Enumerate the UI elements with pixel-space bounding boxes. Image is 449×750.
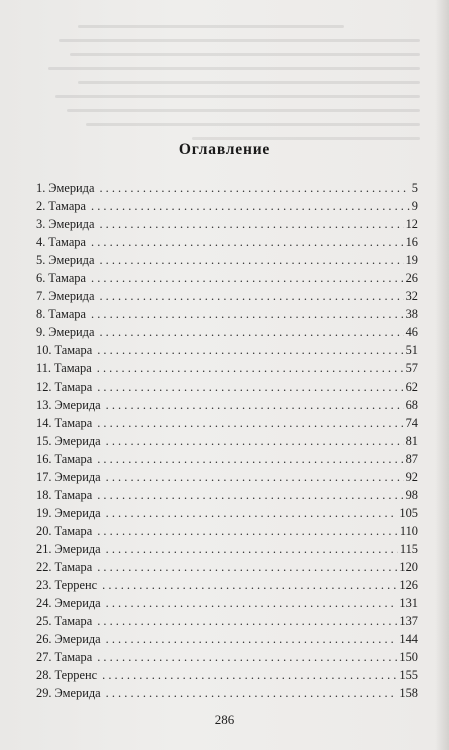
toc-entry-page: 46 — [405, 325, 418, 340]
toc-entry-number: 4. — [36, 235, 46, 250]
toc-entry-title: Тамара — [48, 271, 87, 286]
toc-entry — [36, 197, 418, 215]
toc-dot-leader — [106, 396, 404, 414]
toc-entry — [36, 233, 418, 251]
page-edge-shadow — [435, 0, 449, 750]
toc-entry-number: 16. — [36, 451, 52, 466]
toc-dot-leader — [97, 450, 403, 468]
toc-entry-number: 25. — [36, 614, 52, 629]
toc-entry — [36, 215, 418, 233]
toc-dot-leader — [106, 540, 398, 558]
toc-entry — [36, 359, 418, 377]
toc-entry-page: 131 — [399, 596, 418, 611]
toc-entry-title: Тамара — [48, 307, 87, 322]
toc-entry-title: Тамара — [54, 523, 93, 538]
toc-entry-number: 15. — [36, 433, 52, 448]
toc-entry-page: 32 — [405, 289, 418, 304]
toc-entry-number: 23. — [36, 578, 52, 593]
toc-entry — [36, 396, 418, 414]
toc-dot-leader — [99, 179, 409, 197]
toc-dot-leader — [106, 432, 404, 450]
toc-entry-title: Тамара — [54, 415, 93, 430]
toc-entry-title: Тамара — [54, 614, 93, 629]
toc-entry-title: Тамара — [54, 650, 93, 665]
toc-entry-title: Эмерида — [48, 217, 95, 232]
toc-entry — [36, 504, 418, 522]
toc-entry-number: 7. — [36, 289, 46, 304]
toc-entry-title: Тамара — [54, 343, 93, 358]
toc-entry-title: Эмерида — [54, 632, 101, 647]
toc-entry-title: Тамара — [48, 199, 87, 214]
toc-entry-page: 9 — [411, 199, 418, 214]
toc-entry-title: Эмерида — [48, 289, 95, 304]
toc-entry-number: 20. — [36, 523, 52, 538]
toc-entry-page: 137 — [399, 614, 418, 629]
toc-dot-leader — [97, 558, 397, 576]
toc-entry-title: Эмерида — [48, 181, 95, 195]
toc-entry-page: 62 — [405, 379, 418, 394]
toc-dot-leader — [102, 666, 397, 684]
toc-entry-title: Тамара — [54, 451, 93, 466]
toc-entry-number: 21. — [36, 541, 52, 556]
toc-dot-leader — [97, 612, 397, 630]
toc-entry-number: 1. — [36, 181, 46, 195]
toc-entry-number: 27. — [36, 650, 52, 665]
toc-entry-page: 158 — [399, 686, 418, 701]
toc-entry-title: Тамара — [54, 379, 93, 394]
toc-list — [36, 179, 418, 702]
toc-entry — [36, 305, 418, 323]
toc-entry — [36, 612, 418, 630]
toc-entry — [36, 378, 418, 396]
toc-entry-number: 9. — [36, 325, 46, 340]
toc-entry-title: Эмерида — [54, 505, 101, 520]
toc-entry-number: 6. — [36, 271, 46, 286]
toc-entry-title: Терренс — [54, 578, 98, 593]
toc-entry — [36, 251, 418, 269]
toc-entry-page: 26 — [405, 271, 418, 286]
toc-entry-number: 22. — [36, 559, 52, 574]
toc-entry — [36, 450, 418, 468]
toc-entry-number: 11. — [36, 361, 52, 376]
toc-entry — [36, 522, 418, 540]
toc-dot-leader — [97, 414, 403, 432]
toc-entry-page: 5 — [411, 181, 418, 195]
toc-entry-page: 115 — [399, 541, 418, 556]
toc-entry-title: Тамара — [54, 361, 92, 376]
toc-entry-page: 105 — [399, 505, 418, 520]
toc-entry — [36, 269, 418, 287]
toc-dot-leader — [102, 576, 397, 594]
toc-entry-number: 17. — [36, 469, 52, 484]
toc-entry-page: 38 — [405, 307, 418, 322]
toc-dot-leader — [99, 251, 403, 269]
toc-dot-leader — [97, 378, 403, 396]
toc-entry — [36, 630, 418, 648]
toc-entry-page: 51 — [405, 343, 418, 358]
toc-entry-number: 12. — [36, 379, 52, 394]
toc-entry — [36, 341, 418, 359]
toc-entry-number: 18. — [36, 487, 52, 502]
toc-entry-number: 2. — [36, 199, 46, 214]
toc-dot-leader — [106, 630, 398, 648]
toc-dot-leader — [99, 215, 403, 233]
toc-entry-title: Эмерида — [48, 253, 95, 268]
toc-dot-leader — [99, 323, 403, 341]
toc-entry — [36, 648, 418, 666]
toc-heading: Оглавление — [178, 141, 271, 158]
toc-dot-leader — [91, 233, 404, 251]
toc-entry-number: 5. — [36, 253, 46, 268]
toc-dot-leader — [97, 522, 398, 540]
toc-dot-leader — [91, 305, 404, 323]
toc-entry-page: 16 — [405, 235, 418, 250]
toc-entry-page: 92 — [405, 469, 418, 484]
toc-entry-number: 29. — [36, 686, 52, 701]
toc-entry-title: Эмерида — [48, 325, 95, 340]
toc-entry-page: 144 — [399, 632, 418, 647]
toc-entry — [36, 558, 418, 576]
page-number: 286 — [214, 712, 235, 727]
toc-dot-leader — [106, 504, 398, 522]
toc-entry — [36, 287, 418, 305]
toc-dot-leader — [106, 684, 398, 702]
toc-entry-page: 155 — [399, 668, 418, 683]
toc-entry-page: 98 — [405, 487, 418, 502]
toc-entry-page: 68 — [405, 397, 418, 412]
toc-entry-page: 120 — [399, 559, 418, 574]
toc-entry-title: Эмерида — [54, 596, 101, 611]
toc-dot-leader — [91, 269, 404, 287]
toc-entry-page: 19 — [405, 253, 418, 268]
toc-entry-number: 14. — [36, 415, 52, 430]
toc-entry-title: Эмерида — [54, 469, 101, 484]
toc-entry-page: 57 — [405, 361, 418, 376]
toc-entry — [36, 414, 418, 432]
toc-entry-number: 19. — [36, 505, 52, 520]
toc-entry — [36, 323, 418, 341]
toc-entry-page: 74 — [405, 415, 418, 430]
toc-entry-page: 150 — [399, 650, 418, 665]
toc-entry-title: Эмерида — [54, 397, 101, 412]
toc-entry-title: Эмерида — [54, 433, 101, 448]
toc-entry-number: 26. — [36, 632, 52, 647]
toc-entry-title: Терренс — [54, 668, 98, 683]
toc-entry-page: 110 — [399, 523, 418, 538]
toc-dot-leader — [106, 594, 398, 612]
toc-entry-number: 3. — [36, 217, 46, 232]
toc-entry-title: Эмерида — [54, 686, 101, 701]
toc-entry-page: 81 — [405, 433, 418, 448]
toc-entry-number: 24. — [36, 596, 52, 611]
toc-entry-title: Тамара — [48, 235, 87, 250]
toc-entry-number: 13. — [36, 397, 52, 412]
toc-entry-page: 87 — [405, 451, 418, 466]
toc-entry — [36, 486, 418, 504]
toc-entry — [36, 432, 418, 450]
toc-entry-number: 28. — [36, 668, 52, 683]
toc-entry-title: Тамара — [54, 559, 93, 574]
toc-entry — [36, 684, 418, 702]
toc-entry-number: 10. — [36, 343, 52, 358]
toc-dot-leader — [99, 287, 403, 305]
toc-dot-leader — [97, 648, 397, 666]
toc-dot-leader — [97, 486, 403, 504]
toc-entry — [36, 540, 418, 558]
toc-entry-page: 126 — [399, 578, 418, 593]
toc-entry — [36, 666, 418, 684]
toc-entry — [36, 594, 418, 612]
toc-dot-leader — [91, 197, 410, 215]
toc-dot-leader — [97, 359, 404, 377]
toc-entry-number: 8. — [36, 307, 46, 322]
toc-entry — [36, 576, 418, 594]
toc-entry-title: Эмерида — [54, 541, 101, 556]
toc-entry — [36, 179, 418, 197]
toc-entry-title: Тамара — [54, 487, 93, 502]
toc-dot-leader — [106, 468, 404, 486]
toc-dot-leader — [97, 341, 403, 359]
toc-entry-page: 12 — [405, 217, 418, 232]
toc-entry — [36, 468, 418, 486]
